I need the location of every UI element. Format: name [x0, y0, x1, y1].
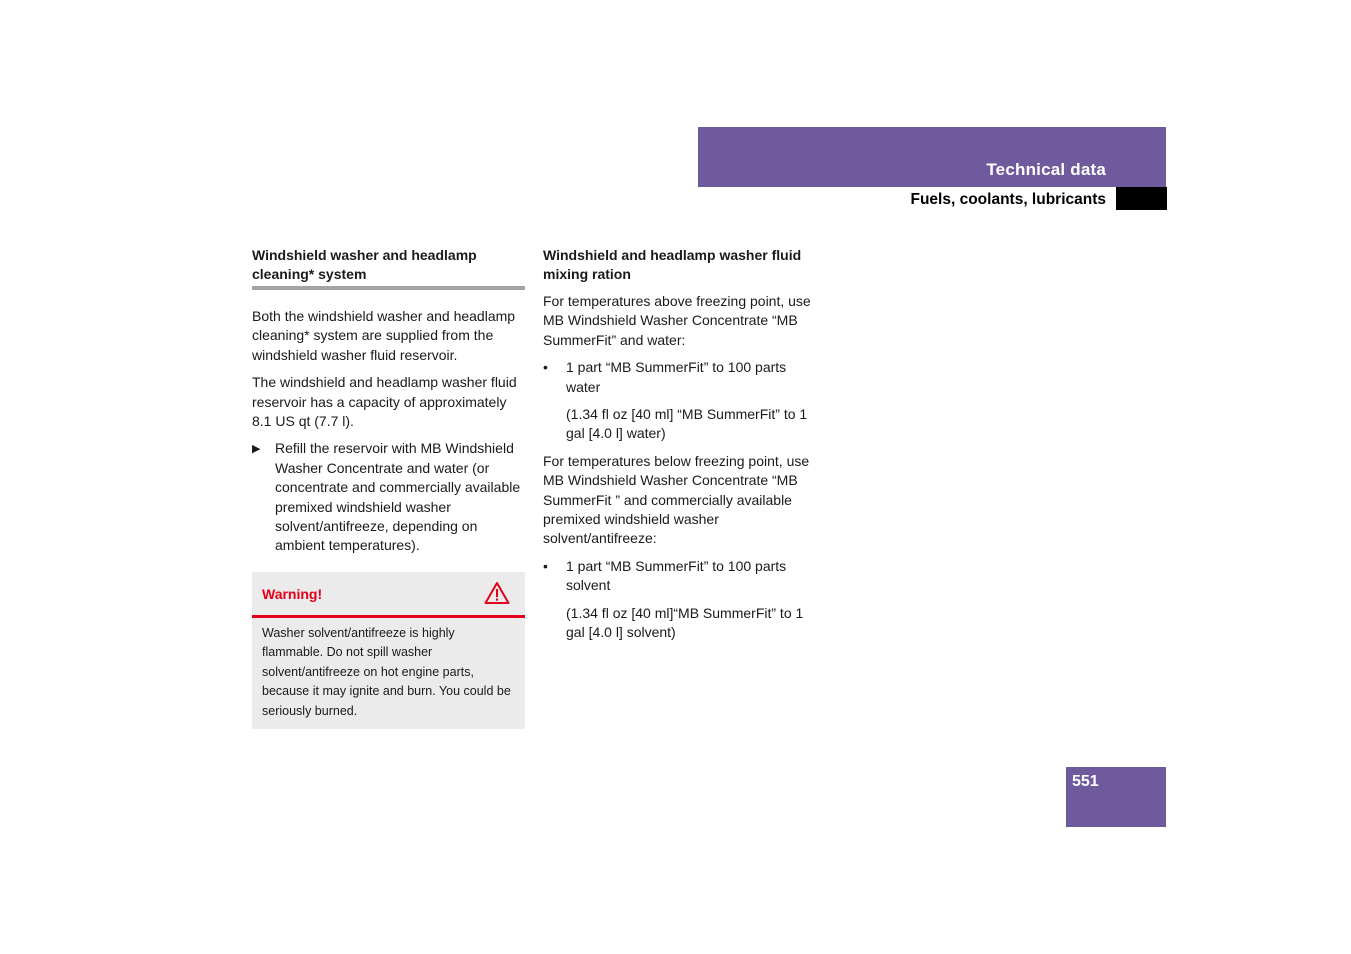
instruction-list [252, 439, 525, 555]
warning-triangle-icon [484, 581, 510, 605]
list-item [543, 358, 816, 397]
paragraph-supply: Both the windshield washer and headlamp cleaning* system are supplied from the windshield washer fluid reservoir. [252, 308, 516, 363]
warning-header [252, 572, 525, 618]
instruction-text: Refill the reservoir with MB Windshield Washer Concentrate and water (or concentrate and commercially available premixed windshield washer solvent/antifreeze, depending on ambient temperatures). [275, 440, 521, 554]
list-item [543, 557, 816, 596]
above-freezing-text: For temperatures above freezing point, use MB Windshield Washer Concentrate “MB SummerFit” and water: [543, 293, 811, 348]
bullet-icon: • [543, 359, 548, 376]
above-item-text: 1 part “MB SummerFit” to 100 parts water [566, 359, 787, 395]
below-freezing-text: For temperatures below freezing point, use MB Windshield Washer Concentrate “MB SummerFit ” and commercially available premixed windshield washer solvent/antifreeze: [543, 452, 810, 547]
instruction-item [252, 439, 525, 555]
below-freezing-list [543, 557, 816, 596]
bullet-icon: • [543, 557, 548, 574]
warning-label: Warning! [262, 585, 323, 602]
section-tab-marker [1116, 187, 1167, 210]
below-detail-text: (1.34 fl oz [40 ml]“MB SummerFit” to 1 gal [4.0 l] solvent) [566, 604, 804, 641]
arrow-right-icon: ▶ [252, 443, 261, 456]
above-detail-text: (1.34 fl oz [40 ml] “MB SummerFit” to 1 gal [4.0 l] water) [566, 406, 808, 442]
subsection-title: Fuels, coolants, lubricants [910, 191, 1106, 208]
warning-box [252, 572, 525, 730]
warning-text: Washer solvent/antifreeze is highly flammable. Do not spill washer solvent/antifreeze on hot engine parts, because it may ignite and burn. You could be seriously burned. [262, 625, 511, 718]
right-column [543, 246, 816, 651]
page-number-box [1066, 767, 1166, 827]
paragraph-capacity: The windshield and headlamp washer fluid reservoir has a capacity of approximately 8.1 US qt (7.7 l). [252, 374, 517, 430]
section-title: Technical data [986, 160, 1106, 179]
above-freezing-list [543, 358, 816, 397]
page-number: 551 [1072, 773, 1099, 790]
left-heading: Windshield washer and headlamp cleaning* system [252, 246, 525, 290]
right-heading: Windshield and headlamp washer fluid mixing ration [543, 247, 802, 282]
left-column [252, 246, 525, 729]
below-item-text: 1 part “MB SummerFit” to 100 parts solvent [566, 557, 787, 594]
